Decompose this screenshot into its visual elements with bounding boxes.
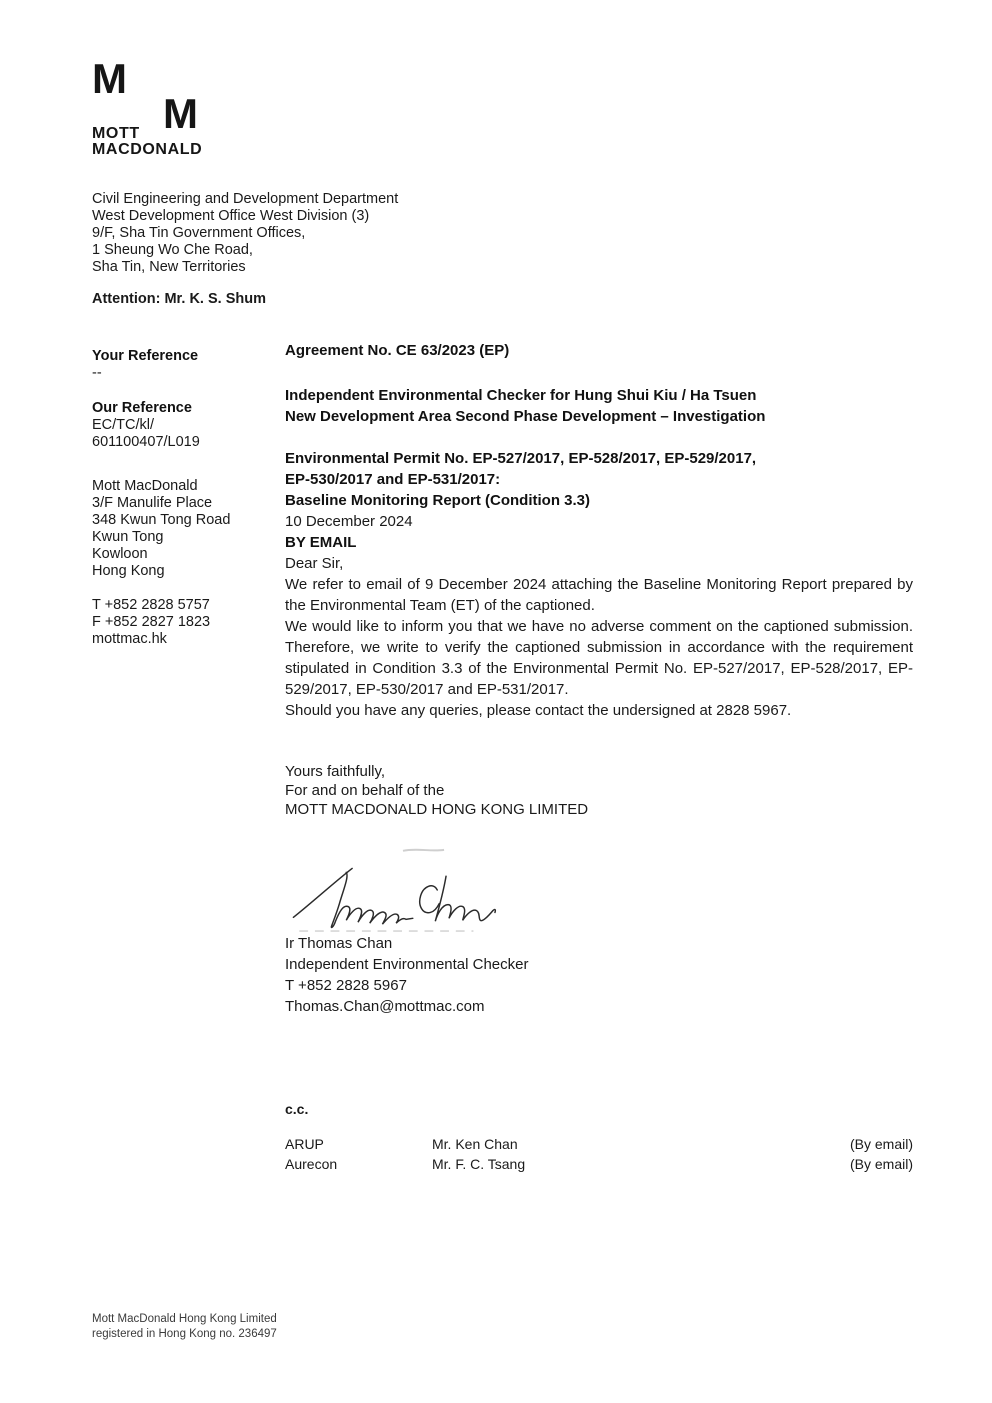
your-reference-value: -- bbox=[92, 365, 102, 381]
recipient-address bbox=[92, 191, 398, 276]
logo-word-mott: MOTT bbox=[92, 125, 140, 142]
sender-address-line: Kowloon bbox=[92, 546, 148, 562]
footer-line: Mott MacDonald Hong Kong Limited bbox=[92, 1313, 277, 1325]
footer-line: registered in Hong Kong no. 236497 bbox=[92, 1328, 277, 1340]
subject-line: Baseline Monitoring Report (Condition 3.3) bbox=[285, 492, 590, 509]
closing-block bbox=[285, 762, 913, 819]
cc-row bbox=[285, 1154, 913, 1174]
recipient-address-line: 1 Sheung Wo Che Road, bbox=[92, 242, 253, 258]
cc-row bbox=[285, 1134, 913, 1154]
sender-address-line: 348 Kwun Tong Road bbox=[92, 512, 231, 528]
paragraph: Should you have any queries, please contact the undersigned at 2828 5967. bbox=[285, 702, 792, 719]
subject-permit bbox=[285, 448, 913, 511]
our-reference-value: EC/TC/kl/ bbox=[92, 417, 155, 433]
cc-organisation: ARUP bbox=[285, 1136, 324, 1152]
closing-line: For and on behalf of the bbox=[285, 782, 445, 799]
recipient-address-line: West Development Office West Division (3) bbox=[92, 208, 370, 224]
recipient-address-line: Civil Engineering and Development Department bbox=[92, 191, 399, 207]
recipient-address-line: Sha Tin, New Territories bbox=[92, 259, 246, 275]
reference-sidebar bbox=[92, 348, 282, 648]
signer-block bbox=[285, 933, 913, 1017]
agreement-title: Agreement No. CE 63/2023 (EP) bbox=[285, 342, 510, 359]
salutation: Dear Sir, bbox=[285, 555, 344, 572]
subject-line: New Development Area Second Phase Development – Investigation bbox=[285, 408, 766, 425]
subject-line: Environmental Permit No. EP-527/2017, EP-528/2017, EP-529/2017, bbox=[285, 450, 757, 467]
letter-body bbox=[285, 340, 913, 1174]
sender-fax: F +852 2827 1823 bbox=[92, 614, 211, 630]
logo-wordmark bbox=[92, 126, 202, 157]
logo-word-macdonald: MACDONALD bbox=[92, 140, 203, 158]
sender-address-line: Mott MacDonald bbox=[92, 478, 198, 494]
recipient-address-line: 9/F, Sha Tin Government Offices, bbox=[92, 225, 306, 241]
our-reference-label: Our Reference bbox=[92, 400, 192, 416]
delivery-method: BY EMAIL bbox=[285, 534, 357, 551]
subject-line: Independent Environmental Checker for Hung Shui Kiu / Ha Tsuen bbox=[285, 387, 757, 404]
signature-image bbox=[285, 843, 520, 933]
closing-line: Yours faithfully, bbox=[285, 763, 386, 780]
sender-address bbox=[92, 478, 282, 580]
cc-delivery-method: (By email) bbox=[849, 1136, 913, 1152]
sender-website: mottmac.hk bbox=[92, 631, 167, 647]
paragraph: We would like to inform you that we have no adverse comment on the captioned submission. Therefore, we write to verify the captioned submission in accordance with the requirement stipulated in Condition 3.3 of the Environmental Permit No. EP-527/2017, EP-528/2017, EP-529/2017, EP-530/2017 and EP-531/2017. bbox=[285, 618, 913, 698]
sender-address-line: 3/F Manulife Place bbox=[92, 495, 213, 511]
signer-name: Ir Thomas Chan bbox=[285, 935, 393, 952]
sender-address-line: Kwun Tong bbox=[92, 529, 164, 545]
sender-address-line: Hong Kong bbox=[92, 563, 165, 579]
cc-person: Mr. F. C. Tsang bbox=[432, 1156, 526, 1172]
sender-contact bbox=[92, 597, 282, 648]
cc-person: Mr. Ken Chan bbox=[432, 1136, 518, 1152]
logo-m-icon: M bbox=[92, 55, 126, 102]
sender-phone: T +852 2828 5757 bbox=[92, 597, 210, 613]
cc-delivery-method: (By email) bbox=[849, 1156, 913, 1172]
paragraph: We refer to email of 9 December 2024 attaching the Baseline Monitoring Report prepared by the Environmental Team (ET) of the captioned. bbox=[285, 576, 913, 614]
attention-line: Attention: Mr. K. S. Shum bbox=[92, 291, 266, 307]
letter-date: 10 December 2024 bbox=[285, 513, 413, 530]
cc-list bbox=[285, 1134, 913, 1174]
signer-email: Thomas.Chan@mottmac.com bbox=[285, 998, 485, 1015]
cc-label: c.c. bbox=[285, 1101, 309, 1117]
logo-m-icon: M bbox=[163, 90, 197, 137]
signer-title: Independent Environmental Checker bbox=[285, 956, 529, 973]
your-reference-label: Your Reference bbox=[92, 348, 199, 364]
subject-project bbox=[285, 385, 913, 427]
company-registration-footer bbox=[92, 1312, 277, 1342]
closing-line: MOTT MACDONALD HONG KONG LIMITED bbox=[285, 801, 589, 818]
subject-line: EP-530/2017 and EP-531/2017: bbox=[285, 471, 501, 488]
our-reference-value: 601100407/L019 bbox=[92, 434, 200, 450]
signer-phone: T +852 2828 5967 bbox=[285, 977, 407, 994]
cc-organisation: Aurecon bbox=[285, 1156, 338, 1172]
